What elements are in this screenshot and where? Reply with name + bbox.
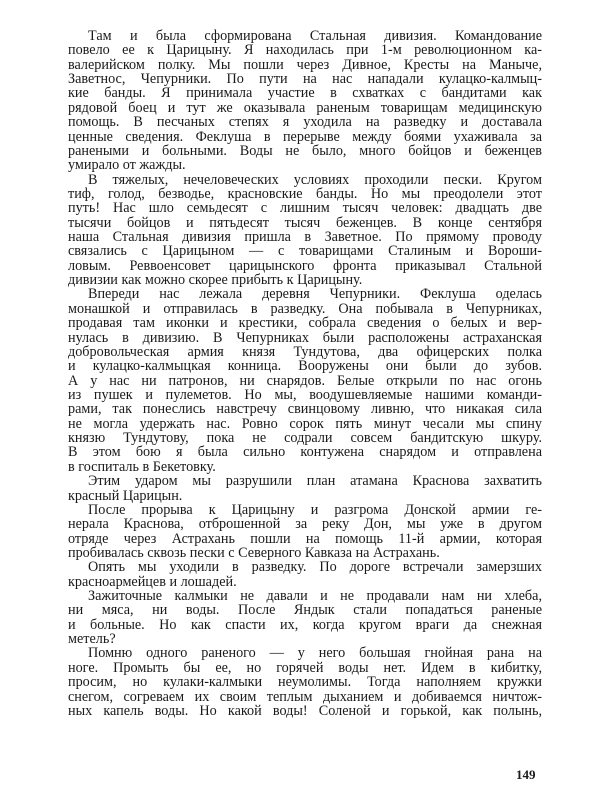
- text-line: рами, так понеслись навстречу свинцовому ливню, что никакая сила: [68, 401, 542, 418]
- text-line: Впереди нас лежала деревня Чепурники. Феклуша оделась: [88, 286, 542, 303]
- paragraph: [68, 29, 542, 173]
- page-number: 149: [516, 767, 536, 782]
- text-line: монашкой и отправилась в разведку. Она побывала в Чепурниках,: [68, 300, 542, 317]
- text-line: В тяжелых, нечеловеческих условиях проходили пески. Кругом: [88, 171, 542, 188]
- text-line: рядовой боец и тут же оказывала раненым товарищам медицинскую: [68, 99, 542, 116]
- text-line: Этим ударом мы разрушили план атамана Краснова захватить: [88, 473, 542, 490]
- text-line: снегом, согреваем их своим теплым дыханием и добиваемся ничтож-: [68, 688, 542, 705]
- text-line: пробивалась сквозь пески с Северного Кавказа на Астрахань.: [68, 544, 440, 561]
- text-line: Опять мы уходили в разведку. По дороге встречали замерзших: [88, 559, 542, 576]
- text-line: добровольческая армия князя Тундутова, два офицерских полка: [68, 343, 542, 360]
- body-text: [68, 29, 542, 718]
- text-line: и кулацко-калмыцкая конница. Вооружены они были до зубов.: [68, 358, 542, 375]
- text-line: продавая там иконки и крестики, собрала сведения о белых и вер-: [68, 315, 542, 332]
- paragraph: [68, 589, 542, 646]
- text-line: князю Тундутову, пока не содрали совсем бандитскую шкуру.: [68, 430, 542, 447]
- text-line: наша Стальная дивизия пришла в Заветное. По прямому проводу: [68, 229, 542, 246]
- text-line: в госпиталь в Бекетовку.: [68, 458, 216, 475]
- text-line: В этом бою я была сильно контужена снарядом и отправлена: [68, 444, 542, 461]
- text-line: нулась в дивизию. В Чепурниках были расположены астраханская: [68, 329, 542, 346]
- paragraph: [68, 287, 542, 474]
- text-line: повело ее к Царицыну. Я находилась при 1-м революционном ка-: [68, 42, 542, 59]
- paragraph: [68, 173, 542, 288]
- text-line: не могла удержать нас. Ровно сорок пять минут чесали мы спину: [68, 415, 542, 432]
- text-line: Зажиточные калмыки не давали и не продавали нам ни хлеба,: [88, 588, 542, 605]
- text-line: ценные сведения. Феклуша в перерыве между боями ухаживала за: [68, 128, 542, 145]
- text-line: дивизии как можно скорее прибыть к Царицыну.: [68, 272, 363, 289]
- text-line: валерийском полку. Мы пошли через Дивное, Кресты на Маныче,: [68, 56, 542, 73]
- text-line: умирало от жажды.: [68, 157, 186, 174]
- text-line: нерала Краснова, отброшенной за реку Дон, мы уже в другом: [68, 516, 542, 533]
- text-line: Помню одного раненого — у него большая гнойная рана на: [88, 645, 542, 662]
- text-line: из пушек и пулеметов. Но мы, воодушевляемые нашими команди-: [68, 386, 542, 403]
- text-line: путь! Нас шло семьдесят с лишним тысяч человек: двадцать две: [68, 200, 542, 217]
- paragraph: [68, 474, 542, 503]
- text-line: тысячи бойцов и пятьдесят тысяч беженцев. В конце сентября: [68, 214, 542, 231]
- text-line: ранеными и больными. Воды не было, много бойцов и беженцев: [68, 142, 542, 159]
- paragraph: [68, 560, 542, 589]
- text-line: ных капель воды. Но какой воды! Соленой и горькой, как полынь,: [68, 702, 542, 719]
- text-line: Заветнос, Чепурники. По пути на нас нападали кулацко-калмыц-: [68, 71, 542, 88]
- text-line: красный Царицын.: [68, 487, 183, 504]
- text-line: ловым. Реввоенсовет царицынского фронта приказывал Стальной: [68, 257, 542, 274]
- text-line: связались с Царицыном — с товарищами Сталиным и Вороши-: [68, 243, 542, 260]
- text-line: ни мяса, ни воды. После Яндык стали попадаться раненые: [68, 602, 542, 619]
- text-line: тиф, голод, безводье, красновские банды. Но мы преодолели этот: [68, 185, 542, 202]
- text-line: Там и была сформирована Стальная дивизия. Командование: [88, 28, 542, 44]
- text-line: отряде через Астрахань пошли на помощь 11-й армии, которая: [68, 530, 542, 547]
- text-line: просим, но кулаки-калмыки неумолимы. Тогда наполняем кружки: [68, 674, 542, 691]
- text-line: После прорыва к Царицыну и разгрома Донской армии ге-: [88, 501, 542, 518]
- text-line: кие банды. Я принимала участие в схватках с бандитами как: [68, 85, 542, 102]
- text-line: метель?: [68, 631, 116, 648]
- text-line: помощь. В песчаных степях я уходила на разведку и доставала: [68, 114, 542, 131]
- text-line: А у нас ни патронов, ни снарядов. Белые открыли по нас огонь: [68, 372, 542, 389]
- text-line: ноге. Промыть бы ее, но горячей воды нет. Идем в кибитку,: [68, 659, 542, 676]
- paragraph: [68, 646, 542, 718]
- text-line: и больные. Но как спасти их, когда кругом враги да снежная: [68, 616, 542, 633]
- paragraph: [68, 503, 542, 560]
- text-line: красноармейцев и лошадей.: [68, 573, 237, 590]
